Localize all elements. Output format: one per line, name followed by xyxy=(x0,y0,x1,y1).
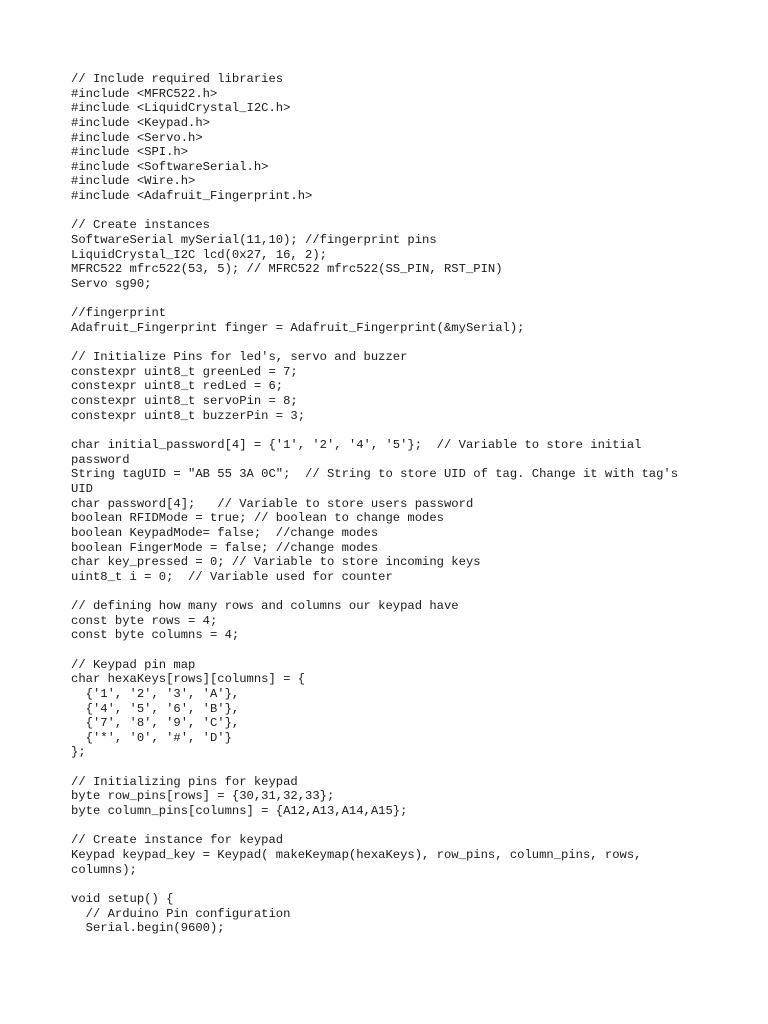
code-line: #include <Servo.h> xyxy=(71,130,203,145)
code-line: boolean FingerMode = false; //change modes xyxy=(71,540,379,555)
code-line: Keypad keypad_key = Keypad( makeKeymap(hexaKeys), row_pins, column_pins, rows, xyxy=(71,847,642,862)
code-line xyxy=(71,584,711,599)
code-line: MFRC522 mfrc522(53, 5); // MFRC522 mfrc522(SS_PIN, RST_PIN) xyxy=(71,262,503,277)
code-line: String tagUID = "AB 55 3A 0C"; // String to store UID of tag. Change it with tag's xyxy=(71,467,679,482)
code-line: byte column_pins[columns] = {A12,A13,A14,A15}; xyxy=(71,804,408,819)
code-line: #include <SoftwareSerial.h> xyxy=(71,159,269,174)
code-line: LiquidCrystal_I2C lcd(0x27, 16, 2); xyxy=(71,247,327,262)
code-line: char hexaKeys[rows][columns] = { xyxy=(71,672,306,687)
code-line: {'7', '8', '9', 'C'}, xyxy=(71,716,240,731)
code-line: // Include required libraries xyxy=(71,72,284,86)
code-line: char key_pressed = 0; // Variable to store incoming keys xyxy=(71,555,481,570)
code-line: // Create instances xyxy=(71,218,210,233)
code-line: Serial.begin(9600); xyxy=(71,921,225,936)
code-line: Servo sg90; xyxy=(71,276,152,291)
code-line: #include <Adafruit_Fingerprint.h> xyxy=(71,189,313,204)
code-line: constexpr uint8_t redLed = 6; xyxy=(71,379,284,394)
code-line: UID xyxy=(71,481,93,496)
code-line xyxy=(71,760,711,775)
code-line: constexpr uint8_t servoPin = 8; xyxy=(71,394,298,409)
code-line: #include <SPI.h> xyxy=(71,145,189,160)
code-line: // Keypad pin map xyxy=(71,657,196,672)
code-line: // Initializing pins for keypad xyxy=(71,774,298,789)
code-line xyxy=(71,423,711,438)
code-line: password xyxy=(71,452,130,467)
code-line: const byte rows = 4; xyxy=(71,613,218,628)
code-line: byte row_pins[rows] = {30,31,32,33}; xyxy=(71,789,335,804)
code-line: const byte columns = 4; xyxy=(71,628,240,643)
code-line: // Initialize Pins for led's, servo and buzzer xyxy=(71,350,408,365)
code-line: }; xyxy=(71,745,86,760)
code-line: uint8_t i = 0; // Variable used for counter xyxy=(71,569,393,584)
code-line: char initial_password[4] = {'1', '2', '4', '5'}; // Variable to store initial xyxy=(71,438,642,453)
code-line: // defining how many rows and columns our keypad have xyxy=(71,599,459,614)
code-line xyxy=(71,204,711,219)
code-line: // Arduino Pin configuration xyxy=(71,906,291,921)
code-line: void setup() { xyxy=(71,891,174,906)
code-line: // Create instance for keypad xyxy=(71,833,284,848)
code-line: {'1', '2', '3', 'A'}, xyxy=(71,686,240,701)
code-line: boolean KeypadMode= false; //change modes xyxy=(71,525,379,540)
code-line: #include <Keypad.h> xyxy=(71,115,210,130)
code-line xyxy=(71,877,711,892)
code-line: #include <LiquidCrystal_I2C.h> xyxy=(71,101,291,116)
code-line: constexpr uint8_t buzzerPin = 3; xyxy=(71,408,306,423)
code-line: columns); xyxy=(71,862,137,877)
code-line xyxy=(71,643,711,658)
code-line: #include <MFRC522.h> xyxy=(71,86,218,101)
code-line: boolean RFIDMode = true; // boolean to change modes xyxy=(71,511,444,526)
code-line: Adafruit_Fingerprint finger = Adafruit_Fingerprint(&mySerial); xyxy=(71,320,525,335)
code-line xyxy=(71,292,711,307)
code-line: constexpr uint8_t greenLed = 7; xyxy=(71,364,298,379)
code-line: //fingerprint xyxy=(71,306,167,321)
code-line xyxy=(71,336,711,351)
code-line: char password[4]; // Variable to store users password xyxy=(71,496,474,511)
code-line: {'4', '5', '6', 'B'}, xyxy=(71,701,240,716)
code-line: SoftwareSerial mySerial(11,10); //fingerprint pins xyxy=(71,233,437,248)
code-document xyxy=(71,72,711,936)
code-line: {'*', '0', '#', 'D'} xyxy=(71,730,232,745)
code-line: #include <Wire.h> xyxy=(71,174,196,189)
code-line xyxy=(71,819,711,834)
